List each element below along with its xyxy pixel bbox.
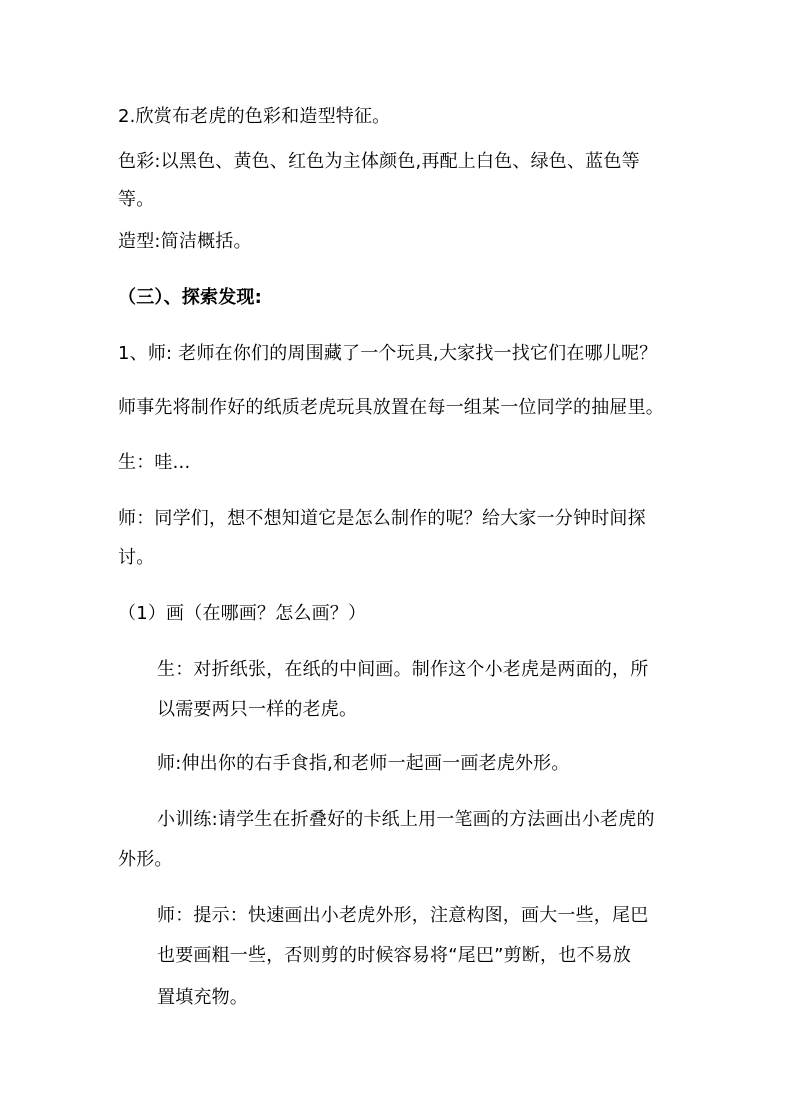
student-answer-line-2: 以需要两只一样的老虎。 (157, 699, 358, 720)
teacher-preparation-line: 师事先将制作好的纸质老虎玩具放置在每一组某一位同学的抽屉里。 (118, 397, 664, 418)
teacher-tip-line-3: 置填充物。 (157, 987, 248, 1008)
section-2-title: 2.欣赏布老虎的色彩和造型特征。 (118, 106, 391, 127)
teacher-question-line-1: 师：同学们，想不想知道它是怎么制作的呢？给大家一分钟时间探 (118, 508, 646, 529)
teacher-tip-line-2: 也要画粗一些，否则剪的时候容易将“尾巴”剪断，也不易放 (157, 945, 632, 966)
color-description-line-1: 色彩:以黑色、黄色、红色为主体颜色,再配上白色、绿色、蓝色等 (118, 151, 640, 172)
teacher-question-line-2: 讨。 (118, 547, 155, 568)
section-3-heading: （三）、探索发现: (118, 287, 262, 308)
practice-line-2: 外形。 (118, 849, 173, 870)
student-reaction-line: 生：哇... (118, 452, 191, 473)
teacher-prompt-line: 1、师: 老师在你们的周围藏了一个玩具,大家找一找它们在哪儿呢？ (118, 343, 658, 364)
teacher-instruction-line: 师:伸出你的右手食指,和老师一起画一画老虎外形。 (157, 753, 570, 774)
drawing-subheading: （1）画（在哪画？怎么画？） (118, 603, 367, 624)
practice-line-1: 小训练:请学生在折叠好的卡纸上用一笔画的方法画出小老虎的 (157, 809, 655, 830)
shape-description: 造型:简洁概括。 (118, 231, 252, 252)
student-answer-line-1: 生：对折纸张，在纸的中间画。制作这个小老虎是两面的，所 (157, 659, 649, 680)
color-description-line-2: 等。 (118, 189, 155, 210)
teacher-tip-line-1: 师：提示：快速画出小老虎外形，注意构图，画大一些，尾巴 (157, 905, 649, 926)
